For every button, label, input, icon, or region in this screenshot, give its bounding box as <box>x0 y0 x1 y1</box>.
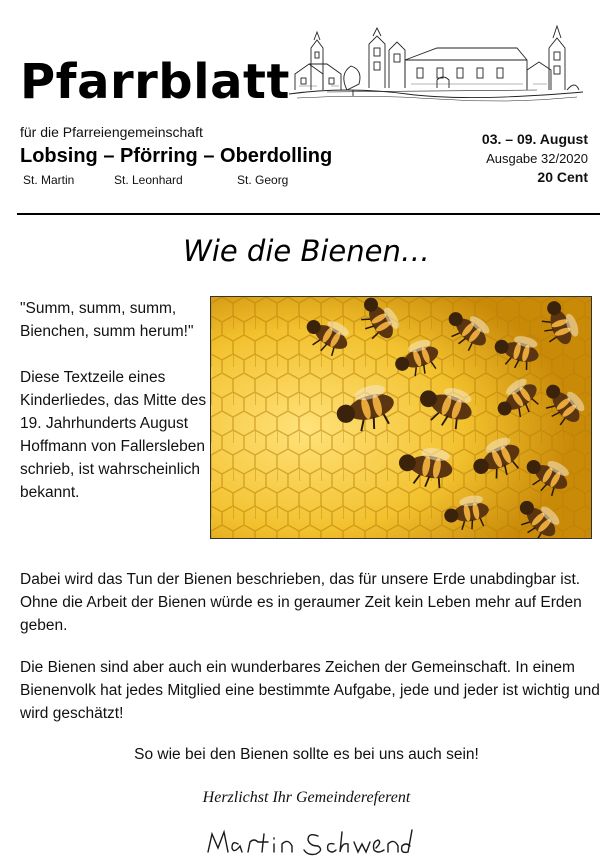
article-headline: Wie die Bienen… <box>183 234 430 268</box>
parish-names: Lobsing – Pförring – Oberdolling <box>20 145 333 167</box>
saint-pfoerring: St. Leonhard <box>114 173 183 187</box>
saint-oberdolling: St. Georg <box>237 173 289 187</box>
church-village-illustration <box>287 24 585 104</box>
newsletter-subtitle: für die Pfarreiengemeinschaft <box>20 124 203 140</box>
article-closing-line: So wie bei den Bienen sollte es bei uns auch sein! <box>134 746 479 763</box>
article-intro-text: Diese Textzeile eines Kinderliedes, das Mitte des 19. Jahrhunderts August Hoffmann von Fallersleben schrieb, ist wahrscheinlich bekannt. <box>20 369 207 501</box>
article-paragraph-2: Die Bienen sind aber auch ein wunderbares Zeichen der Gemeinschaft. In einem Bienenvolk hat jedes Mitglied eine bestimmte Aufgabe, jede und jeder ist wichtig und wird geschätzt! <box>20 659 600 722</box>
handwritten-signature <box>200 818 420 862</box>
newsletter-title: Pfarrblatt <box>20 54 290 110</box>
saint-lobsing: St. Martin <box>23 173 75 187</box>
bees-on-honeycomb-image <box>211 297 591 538</box>
article-paragraph-1: Dabei wird das Tun der Bienen beschrieben, das für unsere Erde unabdingbar ist. Ohne die Arbeit der Bienen würde es in geraumer Zeit kein Leben mehr auf Erden geben. <box>20 571 582 634</box>
article-intro <box>20 297 208 527</box>
issue-dates: 03. – 09. August <box>481 131 588 147</box>
issue-edition: Ausgabe 32/2020 <box>486 151 588 166</box>
issue-info <box>482 130 588 187</box>
article-quote: "Summ, summ, summ, Bienchen, summ herum!" <box>20 300 194 340</box>
issue-price: 20 Cent <box>537 169 588 185</box>
header-divider <box>17 213 600 215</box>
article-greeting: Herzlichst Ihr Gemeindereferent <box>202 789 411 806</box>
bees-photo <box>210 296 592 539</box>
